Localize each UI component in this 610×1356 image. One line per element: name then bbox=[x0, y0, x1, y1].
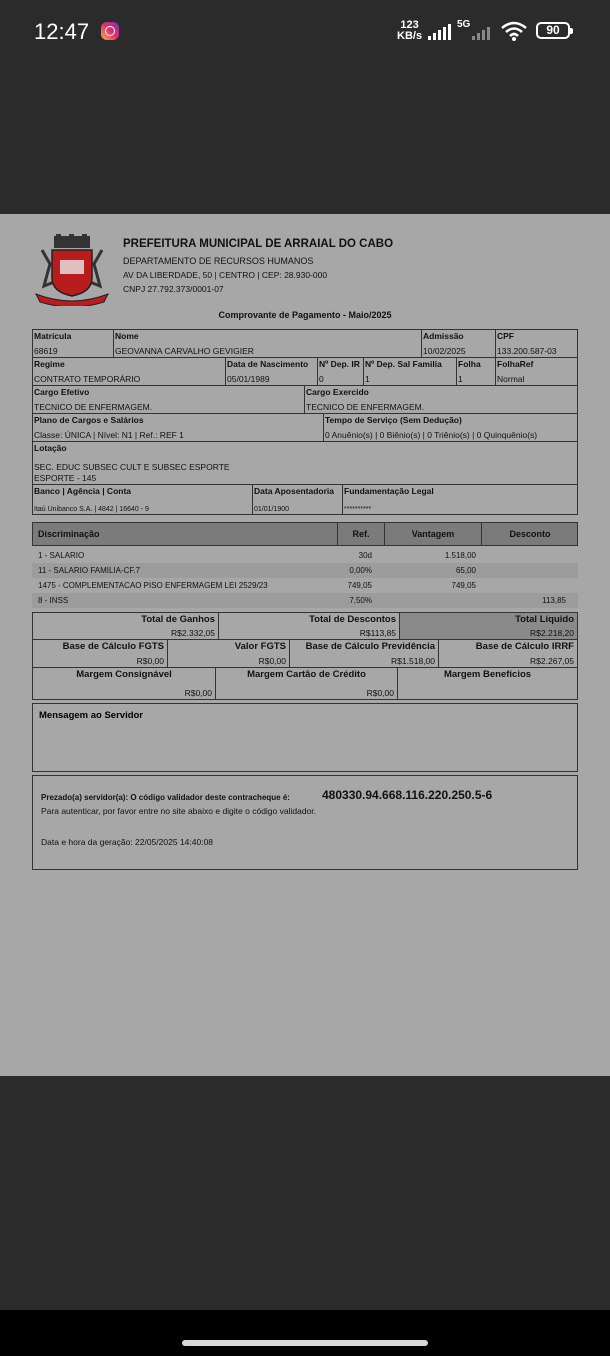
total-descontos-label: Total de Descontos bbox=[309, 614, 396, 625]
plano-value: Classe: ÚNICA | Nível: N1 | Ref.: REF 1 bbox=[34, 430, 184, 440]
total-liquido-label: Total Líquido bbox=[515, 614, 574, 625]
folha-label: Folha bbox=[458, 359, 481, 369]
fgts-base-cell bbox=[32, 639, 168, 668]
cnpj: CNPJ 27.792.373/0001-07 bbox=[123, 284, 224, 294]
lotacao-label: Lotação bbox=[34, 443, 67, 453]
matricula-label: Matrícula bbox=[34, 331, 72, 341]
row-desc: 1475 - COMPLEMENTACAO PISO ENFERMAGEM LEI 2529/23 bbox=[38, 581, 268, 590]
folharef-cell bbox=[495, 357, 578, 386]
plano-label: Plano de Cargos e Salários bbox=[34, 415, 144, 425]
nome-label: Nome bbox=[115, 331, 139, 341]
nascimento-cell bbox=[225, 357, 318, 386]
aposent-label: Data Aposentadoria bbox=[254, 486, 334, 496]
th-ref: Ref. bbox=[337, 523, 384, 545]
validator-code: 480330.94.668.116.220.250.5-6 bbox=[322, 788, 493, 802]
banco-cell bbox=[32, 484, 253, 515]
margem-cartao-value: R$0,00 bbox=[366, 688, 394, 698]
total-ganhos-label: Total de Ganhos bbox=[141, 614, 215, 625]
total-ganhos-value: R$2.332,05 bbox=[171, 628, 215, 638]
table-row bbox=[32, 548, 578, 563]
regime-cell bbox=[32, 357, 226, 386]
prev-base-value: R$1.518,00 bbox=[391, 656, 435, 666]
folharef-value: Normal bbox=[497, 374, 525, 384]
validator-intro: Prezado(a) servidor(a): O código validador deste contracheque é: bbox=[41, 793, 290, 802]
lotacao-cell bbox=[32, 441, 578, 485]
total-descontos-cell bbox=[218, 612, 400, 640]
row-vantagem: 749,05 bbox=[451, 581, 476, 590]
earnings-table-header bbox=[32, 522, 578, 546]
table-row bbox=[32, 563, 578, 578]
margem-cartao-cell bbox=[215, 667, 398, 700]
payslip-document bbox=[0, 214, 610, 1076]
dep-ir-cell bbox=[317, 357, 364, 386]
tempo-label: Tempo de Serviço (Sem Dedução) bbox=[325, 415, 462, 425]
row-desc: 11 - SALARIO FAMILIA-CF.7 bbox=[38, 566, 141, 575]
generated-timestamp: Data e hora da geração: 22/05/2025 14:40:08 bbox=[41, 837, 214, 847]
nascimento-label: Data de Nascimento bbox=[227, 359, 309, 369]
row-ref: 30d bbox=[358, 551, 372, 560]
cpf-cell bbox=[495, 329, 578, 358]
prev-base-cell bbox=[289, 639, 439, 668]
admissao-label: Admissão bbox=[423, 331, 464, 341]
admissao-cell bbox=[421, 329, 496, 358]
row-vantagem: 65,00 bbox=[455, 566, 476, 575]
cargo-exercido-cell bbox=[304, 385, 578, 414]
dep-ir-label: Nº Dep. IR bbox=[319, 359, 360, 369]
tempo-value: 0 Anuênio(s) | 0 Biênio(s) | 0 Triênio(s) | 0 Quinquênio(s) bbox=[325, 430, 538, 440]
net-speed bbox=[397, 20, 422, 42]
row-vantagem: 1.518,00 bbox=[444, 551, 476, 560]
status-bar bbox=[0, 0, 610, 64]
fgts-base-label: Base de Cálculo FGTS bbox=[62, 641, 164, 652]
matricula-cell bbox=[32, 329, 114, 358]
earnings-table-rows bbox=[32, 548, 578, 608]
admissao-value: 10/02/2025 bbox=[423, 346, 466, 356]
dep-sal-value: 1 bbox=[365, 374, 370, 384]
regime-label: Regime bbox=[34, 359, 65, 369]
row-desconto: 113,85 bbox=[542, 596, 566, 605]
margem-consig-cell bbox=[32, 667, 216, 700]
cargo-efetivo-label: Cargo Efetivo bbox=[34, 387, 90, 397]
lotacao-value-1: SEC. EDUC SUBSEC CULT E SUBSEC ESPORTE bbox=[34, 462, 230, 472]
message-label: Mensagem ao Servidor bbox=[39, 710, 144, 721]
total-liquido-cell bbox=[399, 612, 578, 640]
irrf-base-cell bbox=[438, 639, 578, 668]
signal-icon-2 bbox=[472, 24, 490, 40]
cargo-efetivo-value: TECNICO DE ENFERMAGEM. bbox=[34, 402, 153, 412]
tempo-cell bbox=[323, 413, 578, 442]
cpf-value: 133.200.587-03 bbox=[497, 346, 557, 356]
th-discriminacao: Discriminação bbox=[38, 529, 100, 539]
viewer-background-top bbox=[0, 64, 610, 214]
aposent-cell bbox=[252, 484, 343, 515]
validator-box bbox=[32, 775, 578, 870]
folha-value: 1 bbox=[458, 374, 463, 384]
th-desconto: Desconto bbox=[481, 523, 578, 545]
wifi-icon bbox=[500, 20, 528, 42]
home-gesture-handle[interactable] bbox=[182, 1340, 428, 1346]
department: DEPARTAMENTO DE RECURSOS HUMANOS bbox=[123, 256, 314, 266]
dep-sal-label: Nº Dep. Sal Familia bbox=[365, 359, 442, 369]
viewer-background-bottom bbox=[0, 1076, 610, 1310]
nascimento-value: 05/01/1989 bbox=[227, 374, 270, 384]
th-vantagem: Vantagem bbox=[384, 523, 481, 545]
lotacao-value-2: ESPORTE - 145 bbox=[34, 473, 97, 483]
net-speed-value: 123 bbox=[400, 19, 419, 31]
prev-base-label: Base de Cálculo Previdência bbox=[305, 641, 435, 652]
cpf-label: CPF bbox=[497, 331, 514, 341]
battery-icon: 90 bbox=[536, 22, 570, 39]
aposent-value: 01/01/1900 bbox=[254, 506, 290, 513]
margem-consig-label: Margem Consignável bbox=[76, 669, 172, 680]
fgts-valor-cell bbox=[167, 639, 290, 668]
address: AV DA LIBERDADE, 50 | CENTRO | CEP: 28.930-000 bbox=[123, 270, 328, 280]
banco-label: Banco | Agência | Conta bbox=[34, 486, 132, 496]
folharef-label: FolhaRef bbox=[497, 359, 534, 369]
validator-instructions: Para autenticar, por favor entre no site abaixo e digite o código validador. bbox=[41, 806, 317, 816]
cargo-exercido-value: TECNICO DE ENFERMAGEM. bbox=[306, 402, 425, 412]
fgts-base-value: R$0,00 bbox=[136, 656, 164, 666]
margem-beneficios-label: Margem Benefícios bbox=[443, 669, 532, 680]
row-desc: 1 - SALARIO bbox=[38, 551, 85, 560]
instagram-icon bbox=[101, 22, 119, 40]
fund-label: Fundamentação Legal bbox=[344, 486, 434, 496]
table-row bbox=[32, 578, 578, 593]
nome-cell bbox=[113, 329, 422, 358]
matricula-value: 68619 bbox=[34, 346, 58, 356]
nome-value: GEOVANNA CARVALHO GEVIGIER bbox=[115, 346, 254, 356]
row-desc: 8 - INSS bbox=[38, 596, 69, 605]
navigation-bar bbox=[0, 1310, 610, 1356]
network-type: 5G bbox=[457, 19, 471, 30]
fgts-valor-value: R$0,00 bbox=[258, 656, 286, 666]
row-ref: 7,50% bbox=[349, 596, 372, 605]
document-title: Comprovante de Pagamento - Maio/2025 bbox=[218, 310, 392, 320]
banco-value: Itaú Unibanco S.A. | 4842 | 16640 - 9 bbox=[34, 506, 149, 513]
row-ref: 749,05 bbox=[347, 581, 372, 590]
cargo-efetivo-cell bbox=[32, 385, 305, 414]
message-box bbox=[32, 703, 578, 772]
irrf-base-label: Base de Cálculo IRRF bbox=[475, 641, 574, 652]
status-time: 12:47 bbox=[34, 19, 90, 44]
irrf-base-value: R$2.267,05 bbox=[530, 656, 574, 666]
fund-value: ********** bbox=[344, 506, 372, 513]
margem-beneficios-cell bbox=[397, 667, 578, 700]
margem-cartao-label: Margem Cartão de Crédito bbox=[247, 669, 366, 680]
fund-cell bbox=[342, 484, 578, 515]
row-ref: 0,00% bbox=[349, 566, 372, 575]
folha-cell bbox=[456, 357, 496, 386]
signal-icon bbox=[428, 24, 451, 40]
org-name: PREFEITURA MUNICIPAL DE ARRAIAL DO CABO bbox=[123, 238, 394, 250]
dep-sal-cell bbox=[363, 357, 457, 386]
total-liquido-value: R$2.218,20 bbox=[530, 628, 574, 638]
margem-consig-value: R$0,00 bbox=[184, 688, 212, 698]
coat-of-arms-logo bbox=[34, 234, 110, 306]
plano-cell bbox=[32, 413, 324, 442]
cargo-exercido-label: Cargo Exercido bbox=[306, 387, 369, 397]
total-ganhos-cell bbox=[32, 612, 219, 640]
total-descontos-value: R$113,85 bbox=[359, 628, 396, 638]
dep-ir-value: 0 bbox=[319, 374, 324, 384]
fgts-valor-label: Valor FGTS bbox=[234, 641, 286, 652]
net-speed-unit: KB/s bbox=[397, 30, 423, 42]
regime-value: CONTRATO TEMPORÁRIO bbox=[34, 374, 141, 384]
table-row bbox=[32, 593, 578, 608]
